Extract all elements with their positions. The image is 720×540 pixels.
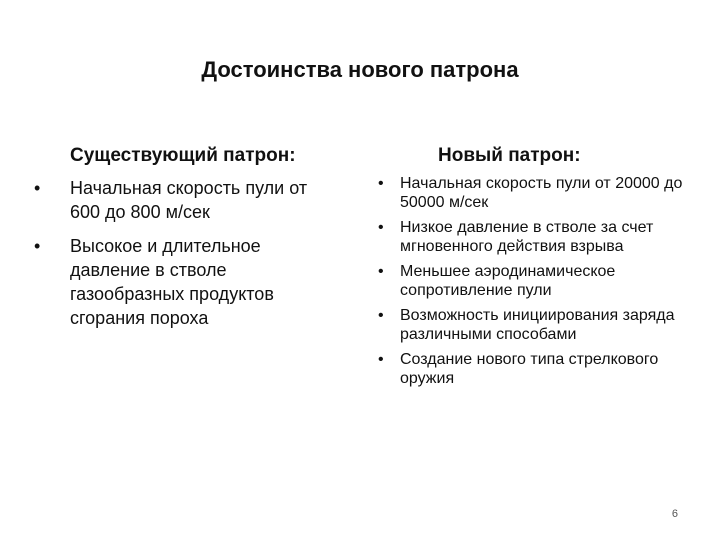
list-item [378, 174, 683, 212]
list-item [32, 234, 332, 330]
list-item [378, 350, 683, 388]
page-number: 6 [671, 508, 678, 520]
list-item-text: Возможность инициирования заряда различными способами [400, 307, 675, 343]
list-item-text: Высокое и длительное давление в стволе газообразных продуктов сгорания пороха [70, 236, 274, 328]
bullet-icon: • [378, 219, 384, 236]
list-item-text: Начальная скорость пули от 20000 до 50000 м/сек [400, 175, 683, 211]
list-item [378, 218, 683, 256]
list-item-text: Низкое давление в стволе за счет мгновенного действия взрыва [400, 219, 654, 255]
bullet-icon: • [34, 236, 41, 256]
list-item [378, 306, 683, 344]
list-item [32, 176, 332, 224]
left-column-heading: Существующий патрон: [70, 145, 296, 166]
list-item [378, 262, 683, 300]
right-column-heading: Новый патрон: [438, 145, 581, 166]
bullet-icon: • [34, 178, 41, 198]
slide-title: Достоинства нового патрона [201, 57, 519, 82]
bullet-icon: • [378, 307, 384, 324]
bullet-icon: • [378, 175, 384, 192]
list-item-text: Создание нового типа стрелкового оружия [400, 351, 659, 387]
list-item-text: Меньшее аэродинамическое сопротивление пули [400, 263, 616, 299]
right-bullet-list [378, 174, 683, 394]
bullet-icon: • [378, 263, 384, 280]
bullet-icon: • [378, 351, 384, 368]
list-item-text: Начальная скорость пули от 600 до 800 м/сек [70, 178, 308, 222]
left-bullet-list [32, 176, 332, 340]
